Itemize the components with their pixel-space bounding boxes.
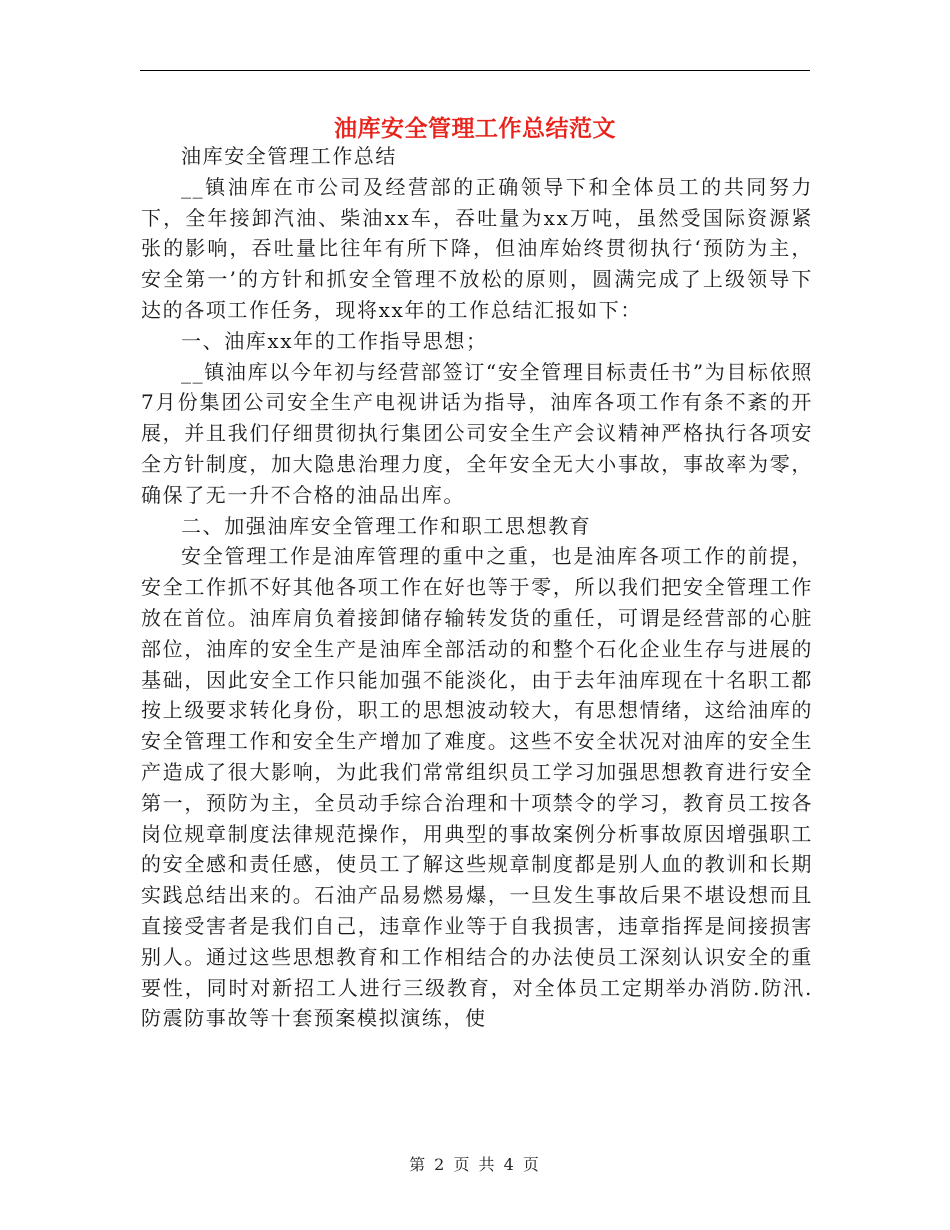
document-title: 油库安全管理工作总结范文 [334, 116, 616, 142]
section-heading-2: 二、加强油库安全管理工作和职工思想教育 [181, 513, 592, 538]
page-number-footer: 第 2 页 共 4 页 [409, 1155, 541, 1174]
paragraph-intro: __镇油库在市公司及经营部的正确领导下和全体员工的共同努力下，全年接卸汽油、柴油xx车，吞吐量为xx万吨，虽然受国际资源紧张的影响，吞吐量比往年有所下降，但油库始终贯彻执行‘预防为主，安全第一’的方针和抓安全管理不放松的原则，圆满完成了上级领导下达的各项工作任务，现将xx年的工作总结汇报如下： [141, 174, 813, 322]
section-heading-1: 一、油库xx年的工作指导思想； [181, 328, 488, 353]
paragraph-section-1: __镇油库以今年初与经营部签订“安全管理目标责任书”为目标依照7月份集团公司安全生产电视讲话为指导，油库各项工作有条不紊的开展，并且我们仔细贯彻执行集团公司安全生产会议精神严格执行各项安全方针制度，加大隐患治理力度，全年安全无大小事故，事故率为零，确保了无一升不合格的油品出库。 [141, 359, 813, 507]
paragraph-section-2: 安全管理工作是油库管理的重中之重，也是油库各项工作的前提，安全工作抓不好其他各项工作在好也等于零，所以我们把安全管理工作放在首位。油库肩负着接卸储存输转发货的重任，可谓是经营部的心脏部位，油库的安全生产是油库全部活动的和整个石化企业生存与进展的基础，因此安全工作只能加强不能淡化，由于去年油库现在十名职工都按上级要求转化身份，职工的思想波动较大，有思想情绪，这给油库的安全管理工作和安全生产增加了难度。这些不安全状况对油库的安全生产造成了很大影响，为此我们常常组织员工学习加强思想教育进行安全第一，预防为主，全员动手综合治理和十项禁令的学习，教育员工按各岗位规章制度法律规范操作，用典型的事故案例分析事故原因增强职工的安全感和责任感，使员工了解这些规章制度都是别人血的教训和长期实践总结出来的。石油产品易燃易爆，一旦发生事故后果不堪设想而且直接受害者是我们自己，违章作业等于自我损害，违章指挥是间接损害别人。通过这些思想教育和工作相结合的办法使员工深刻认识安全的重要性，同时对新招工人进行三级教育，对全体员工定期举办消防.防汛.防震防事故等十套预案模拟演练，使 [141, 544, 813, 1031]
document-body [141, 141, 813, 1034]
paragraph-heading: 油库安全管理工作总结 [181, 144, 397, 168]
header-rule [140, 70, 810, 71]
